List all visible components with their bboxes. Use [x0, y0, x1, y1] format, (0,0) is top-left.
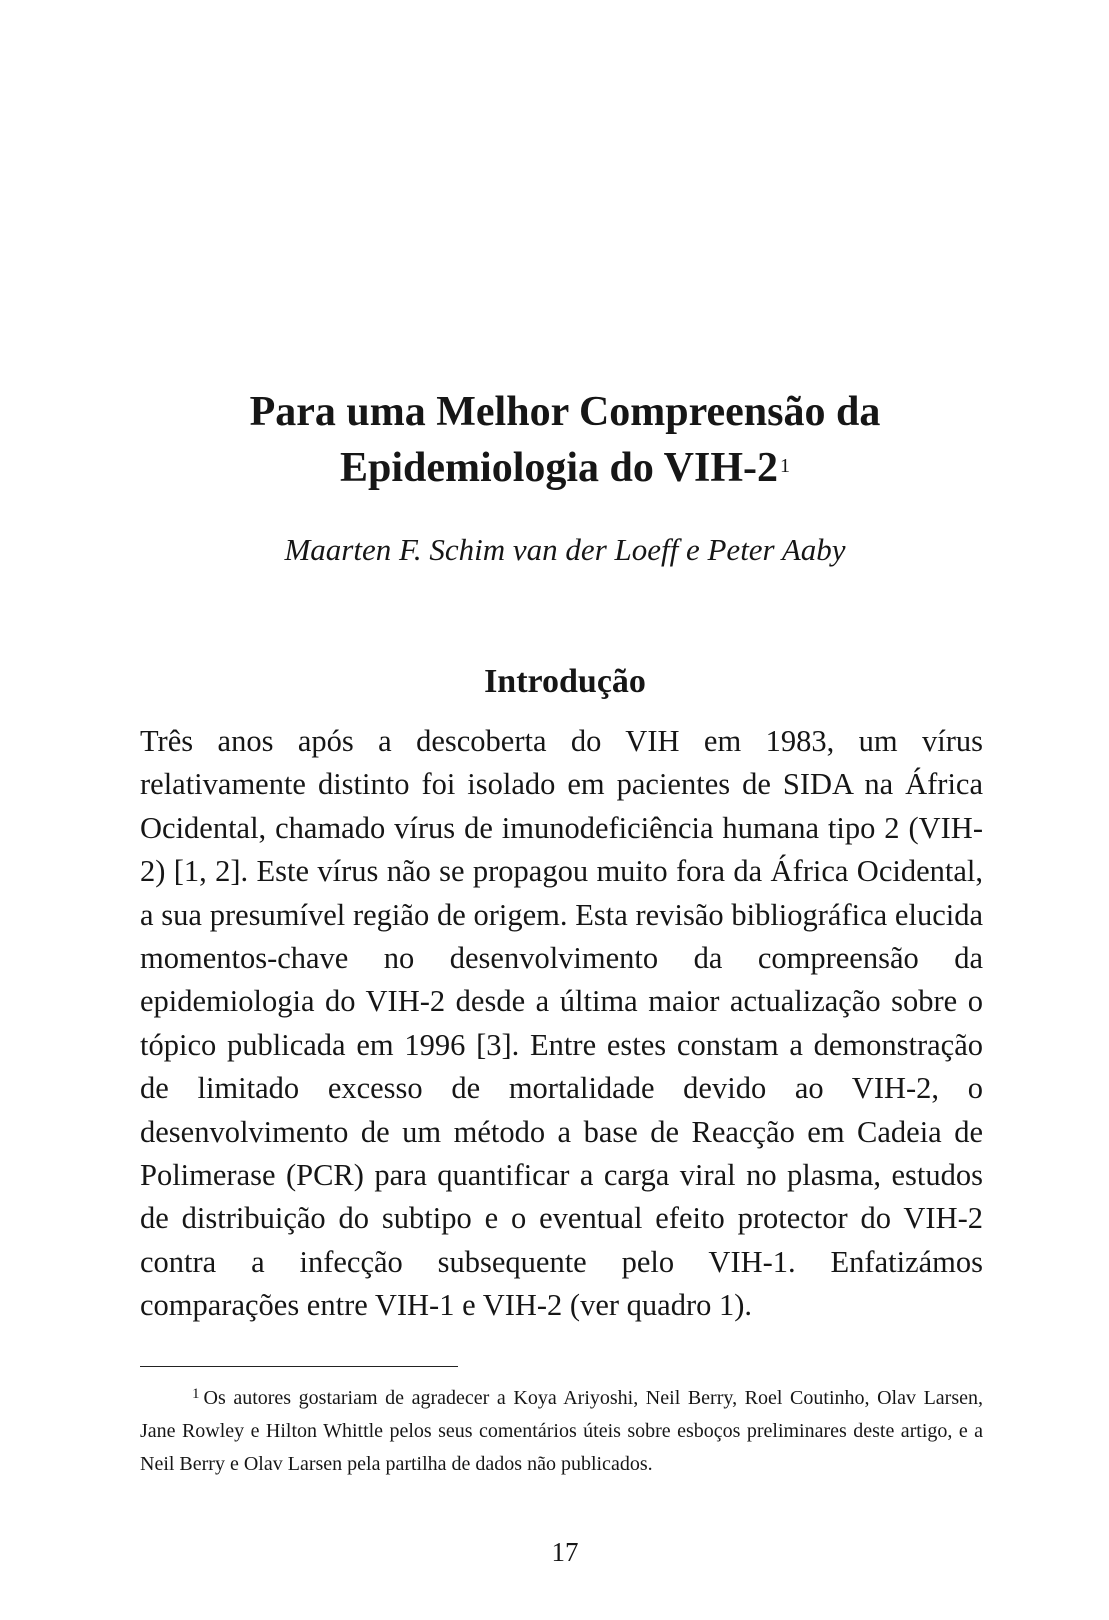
title-footnote-marker: 1 [779, 455, 790, 477]
article-title-line-2-text: Epidemiologia do VIH-2 [340, 445, 778, 491]
article-authors: Maarten F. Schim van der Loeff e Peter Aaby [284, 532, 846, 567]
page-number: 17 [551, 1537, 579, 1567]
article-title [140, 384, 990, 496]
section-heading-introduction: Introdução [484, 663, 646, 700]
article-title-line-1: Para uma Melhor Compreensão da [249, 389, 881, 435]
footnote-marker: 1 [192, 1386, 200, 1402]
footnote-text: Os autores gostariam de agradecer a Koya Ariyoshi, Neil Berry, Roel Coutinho, Olav Larsen, Jane Rowley e Hilton Whittle pelos seus comentários úteis sobre esboços preliminares deste artigo, e a Neil Berry e Olav Larsen pela partilha de dados não publicados. [140, 1387, 983, 1475]
article-title-line-2 [140, 440, 990, 496]
footnote [140, 1382, 983, 1481]
introduction-paragraph: Três anos após a descoberta do VIH em 1983, um vírus relativamente distinto foi isolado em pacientes de SIDA na África Ocidental, chamado vírus de imunodeficiência humana tipo 2 (VIH-2) [1, 2]. Este vírus não se propagou muito fora da África Ocidental, a sua presumível região de origem. Esta revisão bibliográfica elucida momentos-chave no desenvolvimento da compreensão da epidemiologia do VIH-2 desde a última maior actualização sobre o tópico publicada em 1996 [3]. Entre estes constam a demonstração de limitado excesso de mortalidade devido ao VIH-2, o desenvolvimento de um método a base de Reacção em Cadeia de Polimerase (PCR) para quantificar a carga viral no plasma, estudos de distribuição do subtipo e o eventual efeito protector do VIH-2 contra a infecção subsequente pelo VIH-1. Enfatizámos comparações entre VIH-1 e VIH-2 (ver quadro 1). [140, 724, 983, 1323]
footnote-divider [140, 1366, 458, 1367]
